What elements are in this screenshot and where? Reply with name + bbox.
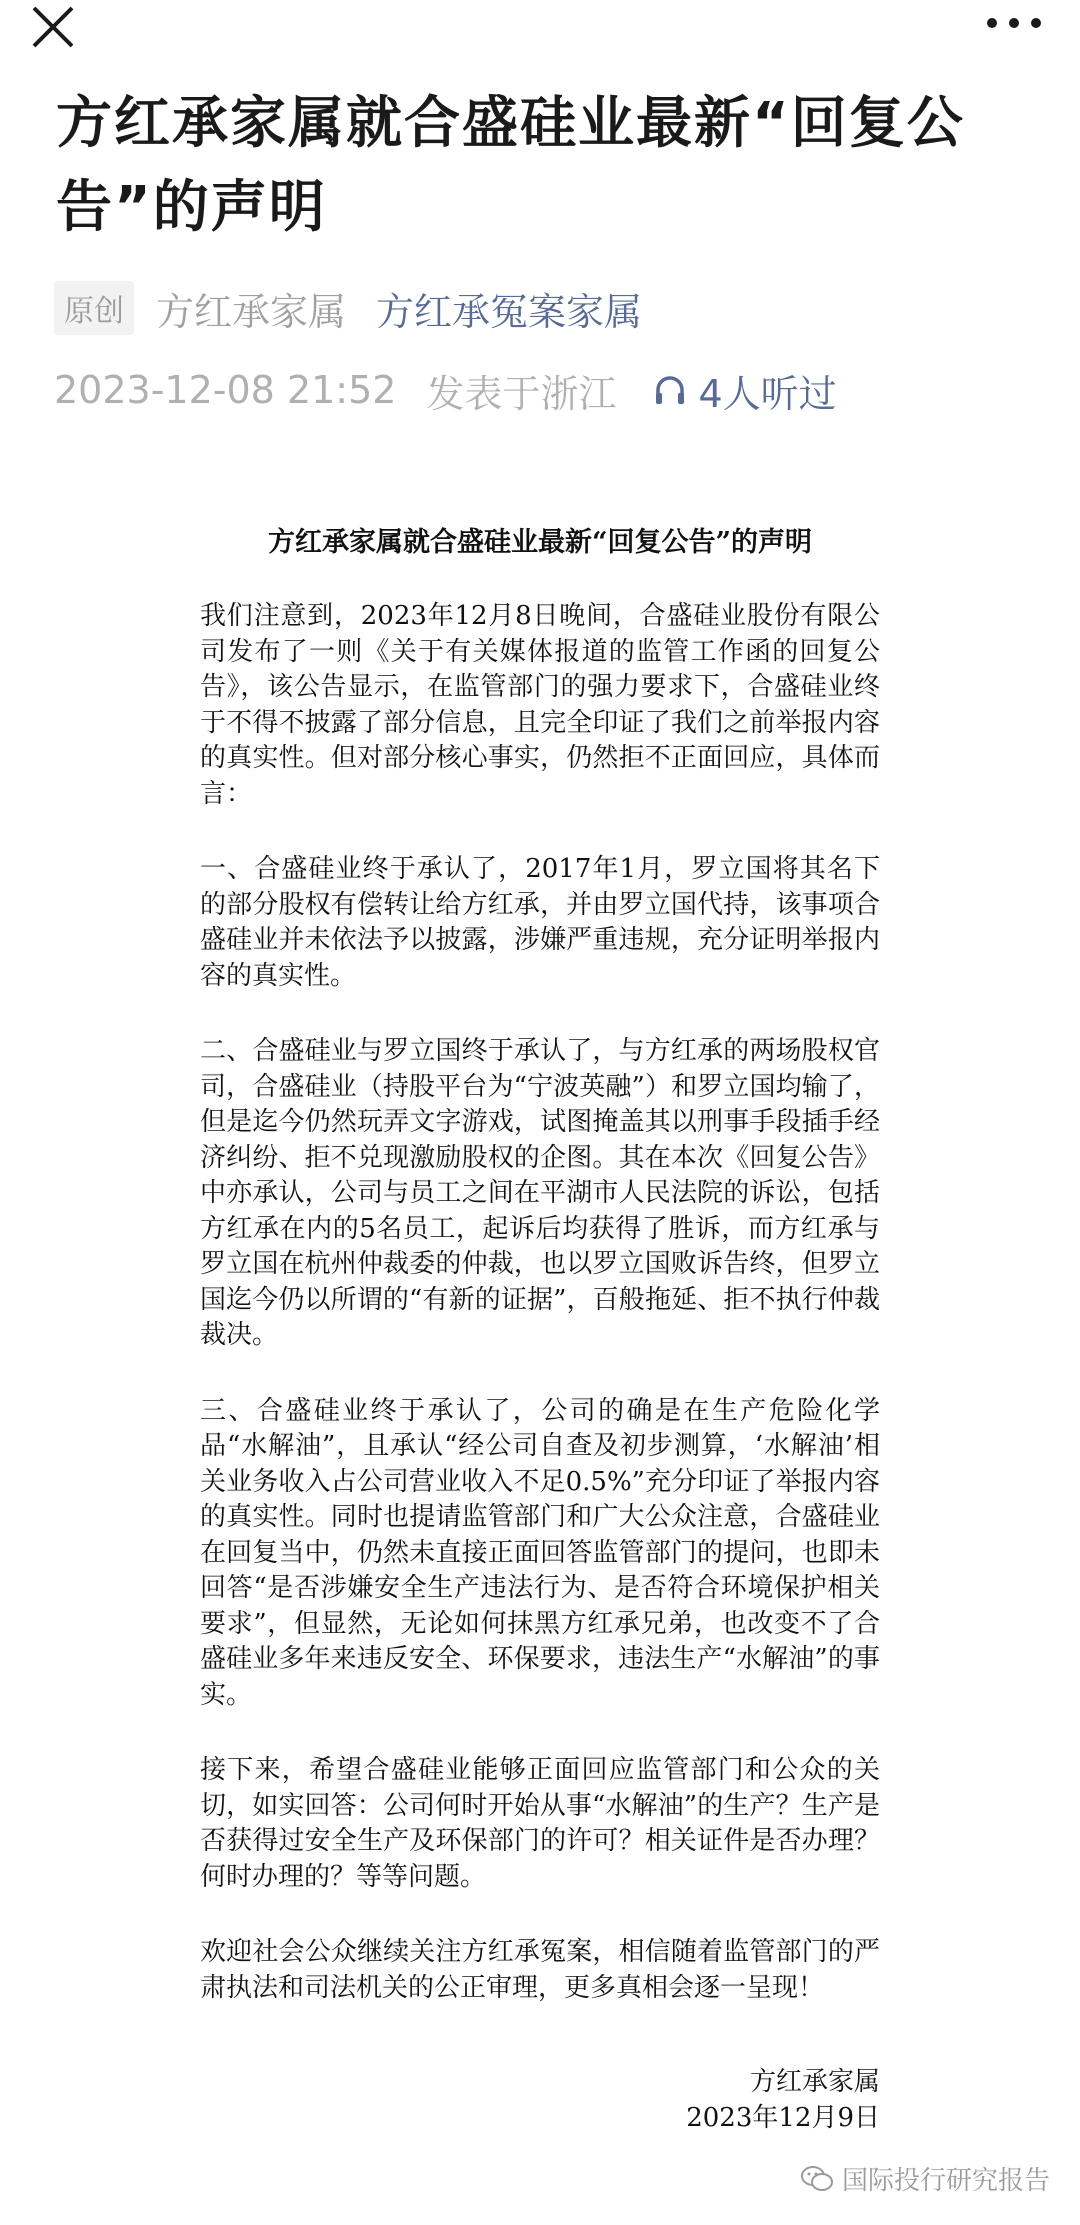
- article-title: 方红承家属就合盛硅业最新“回复公告”的声明: [56, 91, 965, 240]
- statement-paragraph: 欢迎社会公众继续关注方红承冤案，相信随着监管部门的严肃执法和司法机关的公正审理，更多真相会逐一呈现！: [200, 1937, 880, 2003]
- publish-location: 发表于浙江: [426, 371, 617, 416]
- statement-document-image: [200, 520, 880, 2136]
- watermark: [800, 2160, 1050, 2197]
- watermark-text: 国际投行研究报告: [841, 2166, 1050, 2196]
- statement-paragraph: 三、合盛硅业终于承认了，公司的确是在生产危险化学品“水解油”，且承认“经公司自查及初步测算，‘水解油’相关业务收入占公司营业收入不足0.5%”充分印证了举报内容的真实性。同时也提请监管部门和广大公众注意，合盛硅业在回复当中，仍然未直接正面回答监管部门的提问，也即未回答“是否涉嫌安全生产违法行为、是否符合环境保护相关要求”，但显然，无论如何抹黑方红承兄弟，也改变不了合盛硅业多年来违反安全、环保要求，违法生产“水解油”的事实。: [200, 1395, 880, 1710]
- article-meta-author-row: [54, 278, 642, 338]
- listen-count: 4人听过: [698, 371, 837, 416]
- account-name-link[interactable]: 方红承冤案家属: [376, 289, 643, 334]
- statement-signature: [200, 2064, 880, 2136]
- publish-date: 2023-12-08 21:52: [54, 368, 397, 412]
- signature-name: 方红承家属: [749, 2067, 880, 2097]
- headphones-icon: [652, 372, 688, 408]
- signature-date: 2023年12月9日: [686, 2103, 880, 2133]
- listen-button[interactable]: [652, 363, 836, 418]
- author-name: 方红承家属: [156, 289, 347, 334]
- original-badge: 原创: [54, 281, 134, 335]
- statement-paragraph: 一、合盛硅业终于承认了，2017年1月，罗立国将其名下的部分股权有偿转让给方红承，并由罗立国代持，该事项合盛硅业并未依法予以披露，涉嫌严重违规，充分证明举报内容的真实性。: [200, 854, 880, 991]
- statement-paragraph: 接下来，希望合盛硅业能够正面回应监管部门和公众的关切，如实回答：公司何时开始从事“水解油”的生产？生产是否获得过安全生产及环保部门的许可？相关证件是否办理？何时办理的？等等问题。: [200, 1755, 880, 1892]
- top-bar: [0, 0, 1080, 60]
- statement-paragraph: 二、合盛硅业与罗立国终于承认了，与方红承的两场股权官司，合盛硅业（持股平台为“宁波英融”）和罗立国均输了，但是迄今仍然玩弄文字游戏，试图掩盖其以刑事手段插手经济纠纷、拒不兑现激励股权的企图。其在本次《回复公告》中亦承认，公司与员工之间在平湖市人民法院的诉讼，包括方红承在内的5名员工，起诉后均获得了胜诉，而方红承与罗立国在杭州仲裁委的仲裁，也以罗立国败诉告终，但罗立国迄今仍以所谓的“有新的证据”，百般拖延、拒不执行仲裁裁决。: [200, 1036, 880, 1350]
- more-dots-icon: [982, 8, 1046, 38]
- article-meta-date-row: [54, 360, 837, 420]
- statement-paragraph: 我们注意到，2023年12月8日晚间，合盛硅业股份有限公司发布了一则《关于有关媒体报道的监管工作函的回复公告》，该公告显示，在监管部门的强力要求下，合盛硅业终于不得不披露了部分信息，且完全印证了我们之前举报内容的真实性。但对部分核心事实，仍然拒不正面回应，具体而言：: [200, 601, 880, 809]
- close-icon: [30, 4, 76, 50]
- close-button[interactable]: [30, 4, 76, 50]
- wechat-icon: [800, 2165, 834, 2193]
- more-options-button[interactable]: [982, 8, 1046, 38]
- statement-title: 方红承家属就合盛硅业最新“回复公告”的声明: [267, 527, 813, 558]
